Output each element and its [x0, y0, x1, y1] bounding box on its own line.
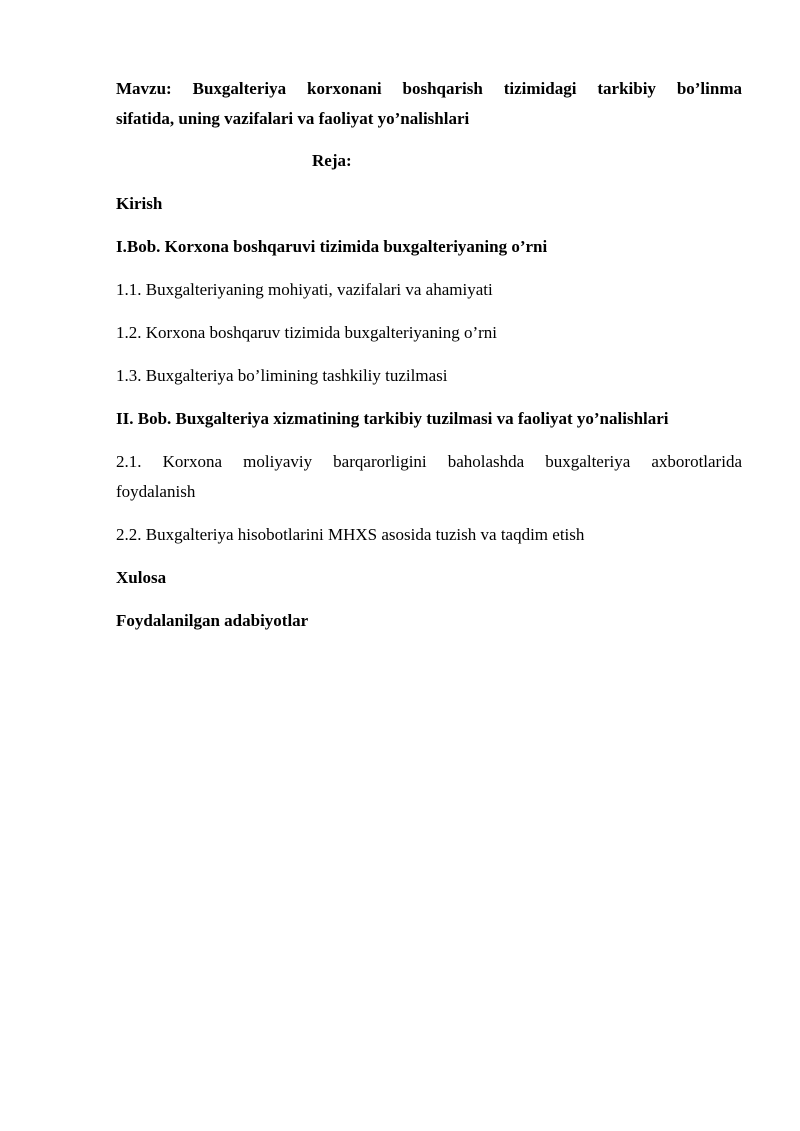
chapter-2-heading: II. Bob. Buxgalteriya xizmatining tarkibiy tuzilmasi va faoliyat yo’nalishlari	[116, 409, 669, 428]
plan-heading: Reja:	[312, 151, 352, 170]
section-2-1	[116, 447, 742, 507]
intro-heading: Kirish	[116, 194, 163, 213]
document-title-line-2: sifatida, uning vazifalari va faoliyat yo’nalishlari	[116, 109, 470, 128]
section-1-2: 1.2. Korxona boshqaruv tizimida buxgalteriyaning o’rni	[116, 323, 497, 342]
section-1-3: 1.3. Buxgalteriya bo’limining tashkiliy tuzilmasi	[116, 366, 448, 385]
references-heading: Foydalanilgan adabiyotlar	[116, 611, 309, 630]
document-title-line-1: Mavzu: Buxgalteriya korxonani boshqarish tizimidagi tarkibiy bo’linma	[116, 79, 742, 98]
document-content	[116, 74, 742, 649]
section-1-1: 1.1. Buxgalteriyaning mohiyati, vazifalari va ahamiyati	[116, 280, 493, 299]
conclusion-heading: Xulosa	[116, 568, 167, 587]
document-title	[116, 74, 742, 134]
section-2-2: 2.2. Buxgalteriya hisobotlarini MHXS asosida tuzish va taqdim etish	[116, 525, 585, 544]
section-2-1-line-1: 2.1. Korxona moliyaviy barqarorligini baholashda buxgalteriya axborotlarida	[116, 452, 742, 471]
chapter-1-heading: I.Bob. Korxona boshqaruvi tizimida buxgalteriyaning o’rni	[116, 237, 548, 256]
section-2-1-line-2: foydalanish	[116, 482, 196, 501]
